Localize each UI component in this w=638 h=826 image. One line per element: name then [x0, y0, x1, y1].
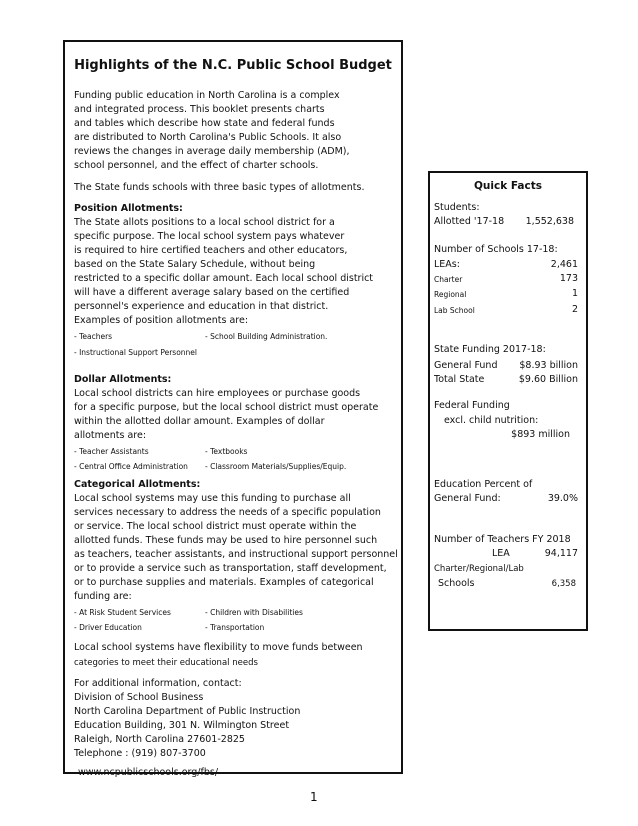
- federal-funding-label: Federal Funding: [434, 400, 510, 411]
- allotment-types-line: The State funds schools with three basic types of allotments.: [74, 182, 365, 193]
- position-line: personnel's experience and education in that district.: [74, 301, 329, 312]
- dollar-line: for a specific purpose, but the local school district must operate: [74, 402, 379, 413]
- lab-school-value: 2: [571, 304, 578, 315]
- page-number: 1: [310, 790, 318, 804]
- categorical-line: or service. The local school district must operate within the: [74, 521, 357, 532]
- allotted-value: 1,552,638: [525, 216, 574, 227]
- state-funding-label: State Funding 2017-18:: [434, 344, 546, 355]
- position-line: Examples of position allotments are:: [74, 315, 249, 326]
- intro-line: Funding public education in North Carolina is a complex: [74, 90, 340, 101]
- teachers-lea-label: LEA: [492, 548, 510, 559]
- position-line: The State allots positions to a local school district for a: [74, 217, 335, 228]
- leas-value: 2,461: [550, 259, 578, 270]
- categorical-example: - Transportation: [205, 623, 265, 632]
- budget-highlights-box: [63, 40, 403, 778]
- dollar-example: - Central Office Administration: [74, 462, 188, 471]
- categorical-line: or to provide a service such as transportation, staff development,: [74, 563, 387, 574]
- dollar-line: allotments are:: [74, 430, 147, 441]
- dollar-example: - Textbooks: [205, 447, 248, 456]
- position-line: specific purpose. The local school system pays whatever: [74, 231, 345, 242]
- federal-funding-value: $893 million: [511, 429, 570, 440]
- regional-label: Regional: [434, 290, 467, 299]
- allotted-label: Allotted '17-18: [434, 216, 505, 227]
- dollar-line: Local school districts can hire employees or purchase goods: [74, 388, 361, 399]
- teachers-lea-value: 94,117: [544, 548, 578, 559]
- categorical-example: - At Risk Student Services: [74, 608, 171, 617]
- website-link[interactable]: www.ncpublicschools.org/fbs/: [78, 767, 219, 778]
- teachers-charter-label: Charter/Regional/Lab: [434, 564, 524, 574]
- categorical-line: Local school systems may use this funding to purchase all: [74, 493, 351, 504]
- categorical-line: funding are:: [74, 591, 132, 602]
- contact-line: Raleigh, North Carolina 27601-2825: [74, 734, 245, 745]
- categorical-heading: Categorical Allotments:: [74, 479, 201, 490]
- position-line: based on the State Salary Schedule, without being: [74, 259, 316, 270]
- contact-line: Telephone : (919) 807-3700: [74, 748, 206, 759]
- total-state-label: Total State: [434, 374, 485, 385]
- categorical-line: allotted funds. These funds may be used to hire personnel such: [74, 535, 378, 546]
- quick-facts-title: Quick Facts: [474, 180, 542, 192]
- intro-line: are distributed to North Carolina's Public Schools. It also: [74, 132, 342, 143]
- position-example: - School Building Administration.: [205, 332, 328, 341]
- position-heading: Position Allotments:: [74, 203, 183, 214]
- dollar-example: - Classroom Materials/Supplies/Equip.: [205, 462, 347, 471]
- position-line: is required to hire certified teachers and other educators,: [74, 245, 348, 256]
- charter-label: Charter: [434, 275, 463, 284]
- main-title: Highlights of the N.C. Public School Budget: [74, 58, 392, 73]
- position-example: - Instructional Support Personnel: [74, 348, 197, 357]
- general-fund-value: $8.93 billion: [519, 360, 578, 371]
- quick-facts-box: [428, 171, 588, 631]
- flexibility-line: categories to meet their educational needs: [74, 658, 258, 668]
- dollar-example: - Teacher Assistants: [74, 447, 149, 456]
- dollar-heading: Dollar Allotments:: [74, 374, 172, 385]
- education-percent-label: Education Percent of: [434, 479, 533, 490]
- charter-value: 173: [559, 273, 578, 284]
- dollar-line: within the allotted dollar amount. Examples of dollar: [74, 416, 325, 427]
- intro-line: and tables which describe how state and federal funds: [74, 118, 335, 129]
- flexibility-line: Local school systems have flexibility to move funds between: [74, 642, 363, 653]
- categorical-line: as teachers, teacher assistants, and instructional support personnel: [74, 549, 398, 560]
- contact-line: North Carolina Department of Public Instruction: [74, 706, 301, 717]
- contact-line: For additional information, contact:: [74, 678, 242, 689]
- categorical-example: - Children with Disabilities: [205, 608, 303, 617]
- intro-line: school personnel, and the effect of charter schools.: [74, 160, 319, 171]
- contact-line: Division of School Business: [74, 692, 204, 703]
- total-state-value: $9.60 Billion: [518, 374, 578, 385]
- education-general-label: General Fund:: [434, 493, 501, 504]
- contact-line: Education Building, 301 N. Wilmington Street: [74, 720, 290, 731]
- intro-line: and integrated process. This booklet presents charts: [74, 104, 325, 115]
- education-general-value: 39.0%: [547, 493, 578, 504]
- leas-label: LEAs:: [434, 259, 460, 270]
- lab-school-label: Lab School: [434, 306, 475, 315]
- categorical-line: or to purchase supplies and materials. Examples of categorical: [74, 577, 374, 588]
- position-line: will have a different average salary based on the certified: [74, 287, 350, 298]
- federal-excl-label: excl. child nutrition:: [444, 415, 539, 426]
- position-line: restricted to a specific dollar amount. Each local school district: [74, 273, 374, 284]
- regional-value: 1: [571, 288, 578, 299]
- general-fund-label: General Fund: [434, 360, 498, 371]
- students-label: Students:: [434, 202, 480, 213]
- position-example: - Teachers: [74, 332, 113, 341]
- schools-label: Number of Schools 17-18:: [434, 244, 558, 255]
- teachers-label: Number of Teachers FY 2018: [434, 534, 571, 545]
- categorical-example: - Driver Education: [74, 623, 142, 632]
- categorical-line: services necessary to address the needs of a specific population: [74, 507, 381, 518]
- teachers-schools-value: 6,358: [551, 579, 576, 589]
- intro-line: reviews the changes in average daily membership (ADM),: [74, 146, 350, 157]
- teachers-schools-label: Schools: [438, 578, 475, 589]
